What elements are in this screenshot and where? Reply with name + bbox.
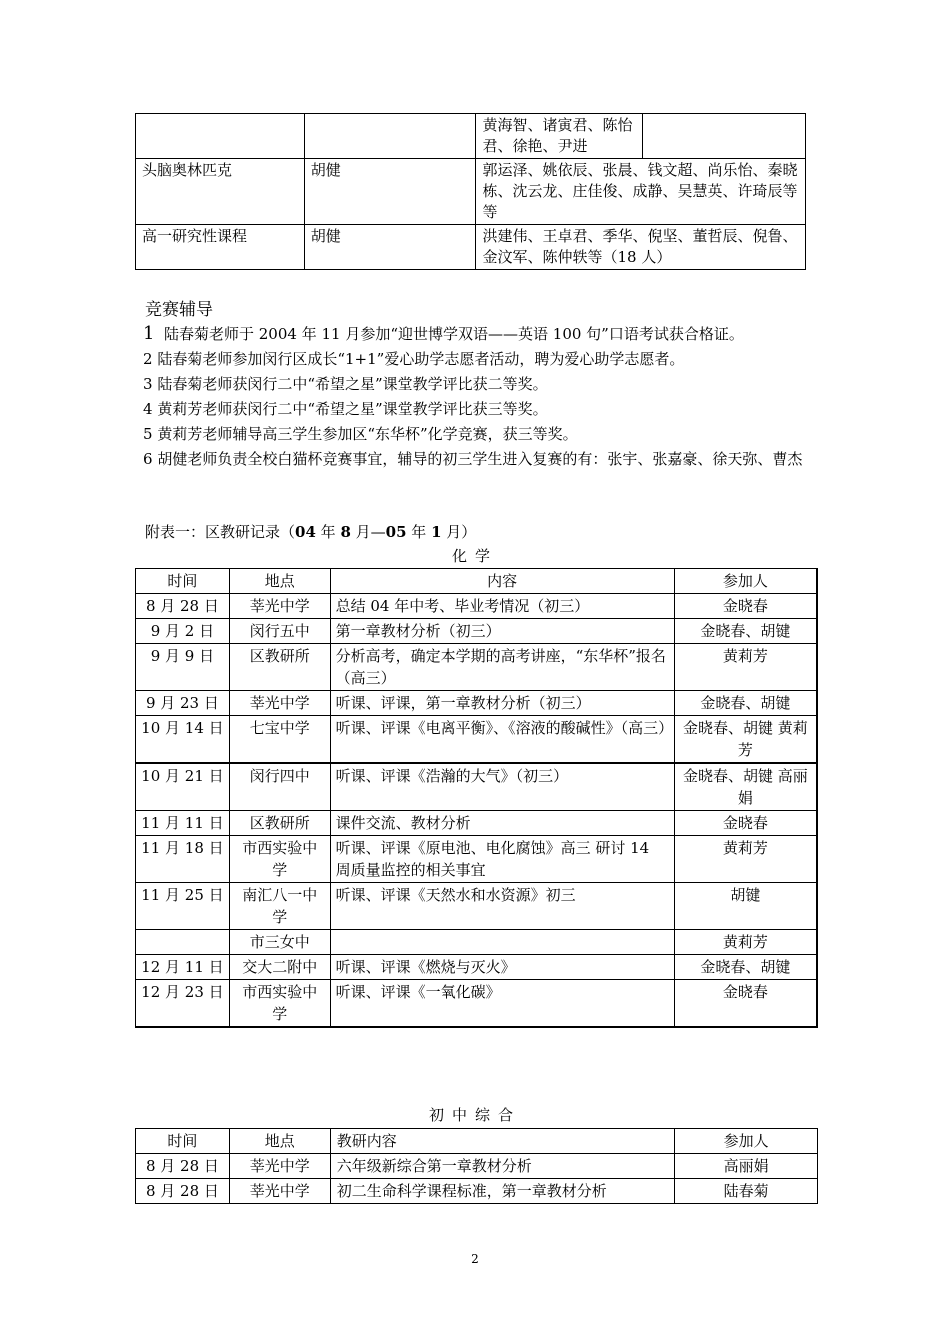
table-row bbox=[136, 1179, 818, 1204]
extra-cell bbox=[643, 114, 806, 159]
competition-list bbox=[143, 321, 813, 472]
people-cell: 金晓春、胡键 bbox=[674, 619, 817, 644]
students-cell: 洪建伟、王卓君、季华、倪坚、董哲辰、倪鲁、金汶军、陈仲轶等（18 人） bbox=[476, 225, 806, 270]
place-cell: 区教研所 bbox=[229, 811, 330, 836]
list-item bbox=[143, 447, 813, 472]
students-cell: 郭运泽、姚依辰、张晨、钱文超、尚乐怡、秦晓栋、沈云龙、庄佳俊、成静、吴慧英、许琦辰等等 bbox=[476, 159, 806, 225]
header-people: 参加人 bbox=[674, 569, 817, 594]
people-cell: 金晓春、胡键 bbox=[674, 691, 817, 716]
time-cell: 12 月 11 日 bbox=[136, 955, 230, 980]
content-cell: 第一章教材分析（初三） bbox=[330, 619, 674, 644]
section-title: 竞赛辅导 bbox=[145, 300, 213, 320]
item-number: 1 bbox=[143, 323, 155, 344]
course-cell: 头脑奥林匹克 bbox=[136, 159, 305, 225]
people-cell: 金晓春 bbox=[674, 980, 817, 1028]
list-item bbox=[143, 422, 813, 447]
people-cell: 金晓春、胡键 黄莉芳 bbox=[674, 716, 817, 764]
table-row bbox=[136, 691, 818, 716]
table-row bbox=[136, 836, 818, 883]
students-cell: 黄海智、诸寅君、陈怡君、徐艳、尹进 bbox=[476, 114, 643, 159]
place-cell: 莘光中学 bbox=[229, 1154, 330, 1179]
place-cell: 市三女中 bbox=[229, 930, 330, 955]
table-row bbox=[136, 114, 806, 159]
item-number: 3 bbox=[143, 375, 153, 393]
list-item bbox=[143, 321, 813, 347]
content-cell: 听课、评课《天然水和水资源》初三 bbox=[330, 883, 674, 930]
place-cell: 市西实验中学 bbox=[229, 980, 330, 1028]
time-cell: 8 月 28 日 bbox=[136, 1154, 230, 1179]
table-row bbox=[136, 619, 818, 644]
people-cell: 金晓春 bbox=[674, 594, 817, 619]
table-row bbox=[136, 644, 818, 691]
place-cell: 交大二附中 bbox=[229, 955, 330, 980]
item-text: 陆春菊老师获闵行二中“希望之星”课堂教学评比获二等奖。 bbox=[157, 375, 548, 393]
content-cell: 听课、评课《原电池、电化腐蚀》高三 研讨 14 周质量监控的相关事宜 bbox=[330, 836, 674, 883]
content-cell bbox=[330, 930, 674, 955]
place-cell: 莘光中学 bbox=[229, 1179, 330, 1204]
header-content: 教研内容 bbox=[330, 1129, 674, 1154]
item-text: 胡健老师负责全校白猫杯竞赛事宜，辅导的初三学生进入复赛的有：张宇、张嘉豪、徐天弥、曹杰 bbox=[157, 450, 803, 468]
table-row bbox=[136, 763, 818, 811]
table-row bbox=[136, 225, 806, 270]
place-cell: 七宝中学 bbox=[229, 716, 330, 764]
content-cell: 听课、评课《燃烧与灭火》 bbox=[330, 955, 674, 980]
item-number: 6 bbox=[143, 450, 153, 468]
content-cell: 听课、评课《一氧化碳》 bbox=[330, 980, 674, 1028]
teacher-cell: 胡健 bbox=[304, 225, 476, 270]
table-row bbox=[136, 159, 806, 225]
place-cell: 区教研所 bbox=[229, 644, 330, 691]
header-people: 参加人 bbox=[675, 1129, 818, 1154]
place-cell: 市西实验中学 bbox=[229, 836, 330, 883]
people-cell: 陆春菊 bbox=[675, 1179, 818, 1204]
time-cell: 11 月 25 日 bbox=[136, 883, 230, 930]
time-cell: 9 月 9 日 bbox=[136, 644, 230, 691]
time-cell: 11 月 11 日 bbox=[136, 811, 230, 836]
chemistry-table bbox=[135, 568, 818, 1028]
people-cell: 金晓春 bbox=[674, 811, 817, 836]
people-cell: 金晓春、胡键 高丽娟 bbox=[674, 763, 817, 811]
content-cell: 听课、评课，第一章教材分析（初三） bbox=[330, 691, 674, 716]
time-cell: 12 月 23 日 bbox=[136, 980, 230, 1028]
time-cell: 11 月 18 日 bbox=[136, 836, 230, 883]
table-row bbox=[136, 594, 818, 619]
time-cell: 8 月 28 日 bbox=[136, 1179, 230, 1204]
table-row bbox=[136, 980, 818, 1028]
activity-table bbox=[135, 113, 806, 270]
table-row bbox=[136, 1154, 818, 1179]
table-row bbox=[136, 716, 818, 764]
header-time: 时间 bbox=[136, 569, 230, 594]
header-place: 地点 bbox=[229, 1129, 330, 1154]
content-cell: 分析高考，确定本学期的高考讲座，“东华杯”报名（高三） bbox=[330, 644, 674, 691]
content-cell: 课件交流、教材分析 bbox=[330, 811, 674, 836]
place-cell: 闵行五中 bbox=[229, 619, 330, 644]
table-row bbox=[136, 883, 818, 930]
table-row bbox=[136, 955, 818, 980]
header-row bbox=[136, 569, 818, 594]
time-cell bbox=[136, 930, 230, 955]
place-cell: 莘光中学 bbox=[229, 594, 330, 619]
item-text: 黄莉芳老师辅导高三学生参加区“东华杯”化学竞赛，获三等奖。 bbox=[157, 425, 578, 443]
list-item bbox=[143, 372, 813, 397]
content-cell: 总结 04 年中考、毕业考情况（初三） bbox=[330, 594, 674, 619]
item-text: 陆春菊老师于 2004 年 11 月参加“迎世博学双语——英语 100 句”口语考试获合格证。 bbox=[164, 325, 744, 343]
item-number: 5 bbox=[143, 425, 153, 443]
content-cell: 听课、评课《浩瀚的大气》（初三） bbox=[330, 763, 674, 811]
item-text: 陆春菊老师参加闵行区成长“1+1”爱心助学志愿者活动，聘为爱心助学志愿者。 bbox=[157, 350, 685, 368]
place-cell: 南汇八一中学 bbox=[229, 883, 330, 930]
people-cell: 黄莉芳 bbox=[674, 930, 817, 955]
people-cell: 金晓春、胡键 bbox=[674, 955, 817, 980]
table-row bbox=[136, 811, 818, 836]
list-item bbox=[143, 397, 813, 422]
content-cell: 六年级新综合第一章教材分析 bbox=[330, 1154, 674, 1179]
content-cell: 初二生命科学课程标准，第一章教材分析 bbox=[330, 1179, 674, 1204]
header-time: 时间 bbox=[136, 1129, 230, 1154]
people-cell: 高丽娟 bbox=[675, 1154, 818, 1179]
time-cell: 8 月 28 日 bbox=[136, 594, 230, 619]
teacher-cell: 胡健 bbox=[304, 159, 476, 225]
time-cell: 10 月 21 日 bbox=[136, 763, 230, 811]
teacher-cell bbox=[304, 114, 476, 159]
course-cell: 高一研究性课程 bbox=[136, 225, 305, 270]
time-cell: 9 月 2 日 bbox=[136, 619, 230, 644]
header-place: 地点 bbox=[229, 569, 330, 594]
page-number: 2 bbox=[471, 1252, 479, 1266]
table-row bbox=[136, 930, 818, 955]
place-cell: 闵行四中 bbox=[229, 763, 330, 811]
time-cell: 10 月 14 日 bbox=[136, 716, 230, 764]
list-item bbox=[143, 347, 813, 372]
item-number: 4 bbox=[143, 400, 153, 418]
people-cell: 黄莉芳 bbox=[674, 644, 817, 691]
people-cell: 黄莉芳 bbox=[674, 836, 817, 883]
header-content: 内容 bbox=[330, 569, 674, 594]
place-cell: 莘光中学 bbox=[229, 691, 330, 716]
course-cell bbox=[136, 114, 305, 159]
junior-title: 初中综合 bbox=[428, 1106, 521, 1124]
header-row bbox=[136, 1129, 818, 1154]
time-cell: 9 月 23 日 bbox=[136, 691, 230, 716]
junior-table bbox=[135, 1128, 818, 1204]
content-cell: 听课、评课《电离平衡》、《溶液的酸碱性》（高三） bbox=[330, 716, 674, 764]
chemistry-title: 化学 bbox=[451, 547, 498, 565]
people-cell: 胡键 bbox=[674, 883, 817, 930]
appendix-title: 附表一：区教研记录（04 年 8 月—05 年 1 月） bbox=[145, 523, 477, 541]
item-number: 2 bbox=[143, 350, 153, 368]
item-text: 黄莉芳老师获闵行二中“希望之星”课堂教学评比获三等奖。 bbox=[157, 400, 548, 418]
